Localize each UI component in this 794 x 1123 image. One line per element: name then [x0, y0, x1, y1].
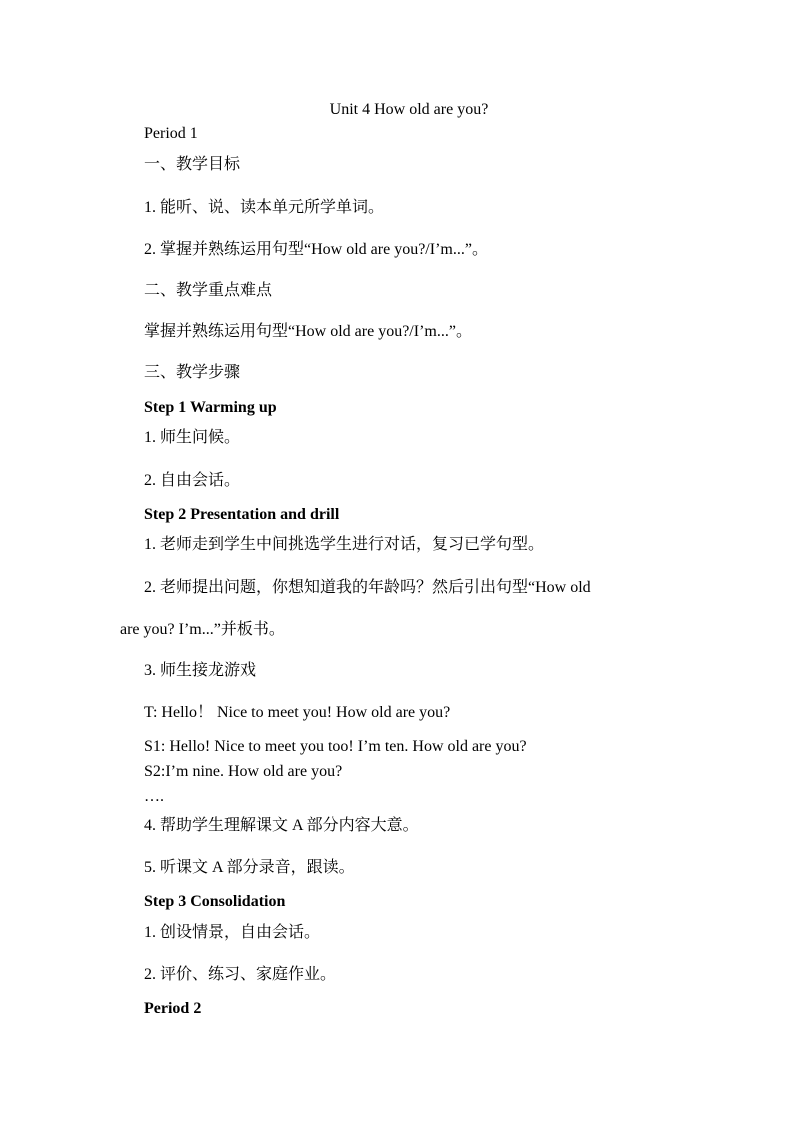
- step-2-item-4: 4. 帮助学生理解课文 A 部分内容大意。: [144, 817, 419, 834]
- dialogue-ellipsis: ….: [144, 788, 164, 805]
- step-2-item-2-line-2: are you? I’m...”并板书。: [120, 621, 285, 638]
- document-title: Unit 4 How old are you?: [329, 101, 489, 118]
- step-2-heading: Step 2 Presentation and drill: [144, 506, 340, 523]
- steps-heading: 三、教学步骤: [144, 364, 241, 381]
- step-3-item-2: 2. 评价、练习、家庭作业。: [144, 966, 337, 983]
- key-points-heading: 二、教学重点难点: [144, 282, 273, 299]
- dialogue-line-student-1: S1: Hello! Nice to meet you too! I’m ten. How old are you?: [144, 738, 527, 755]
- step-1-heading: Step 1 Warming up: [144, 399, 277, 416]
- step-2-item-2-line-1: 2. 老师提出问题，你想知道我的年龄吗？然后引出句型“How old: [144, 579, 591, 596]
- dialogue-line-student-2: S2:I’m nine. How old are you?: [144, 763, 343, 780]
- step-2-item-3: 3. 师生接龙游戏: [144, 662, 257, 679]
- goal-item-2: 2. 掌握并熟练运用句型“How old are you?/I’m...”。: [144, 241, 488, 258]
- step-1-item-2: 2. 自由会话。: [144, 472, 241, 489]
- step-2-item-5: 5. 听课文 A 部分录音，跟读。: [144, 859, 355, 876]
- step-2-item-1: 1. 老师走到学生中间挑选学生进行对话，复习已学句型。: [144, 536, 545, 553]
- goal-item-1: 1. 能听、说、读本单元所学单词。: [144, 199, 385, 216]
- step-1-item-1: 1. 师生问候。: [144, 429, 241, 446]
- key-points-text: 掌握并熟练运用句型“How old are you?/I’m...”。: [144, 323, 472, 340]
- period-1-label: Period 1: [144, 125, 198, 142]
- goals-heading: 一、教学目标: [144, 156, 241, 173]
- dialogue-line-teacher: T: Hello！ Nice to meet you! How old are you?: [144, 704, 451, 721]
- step-3-item-1: 1. 创设情景，自由会话。: [144, 924, 321, 941]
- period-2-label: Period 2: [144, 1000, 202, 1017]
- step-3-heading: Step 3 Consolidation: [144, 893, 286, 910]
